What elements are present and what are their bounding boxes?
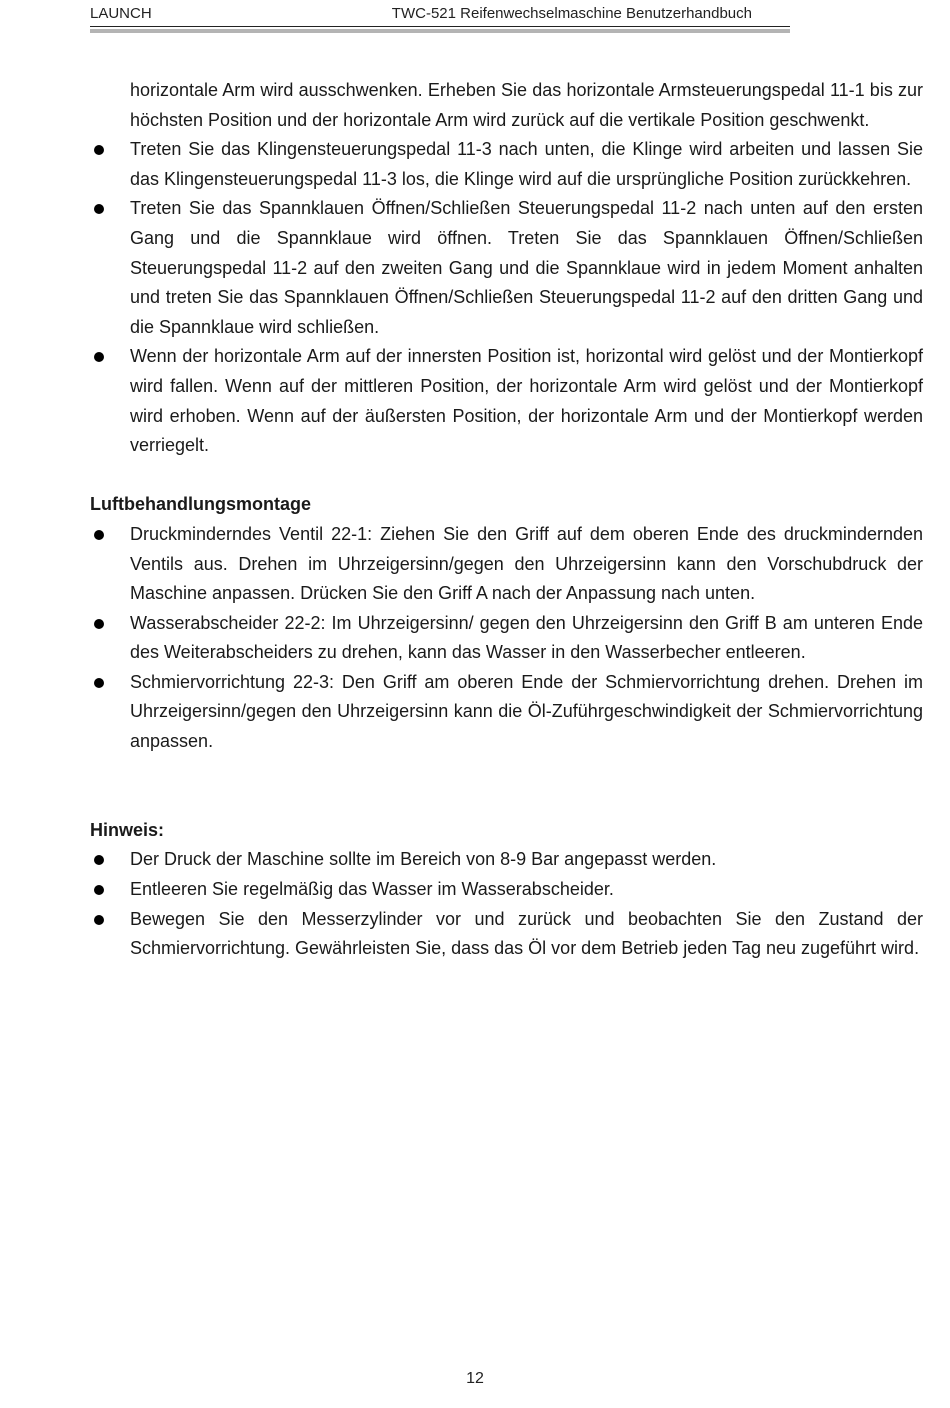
air-treatment-list	[90, 520, 923, 757]
list-item	[90, 609, 923, 668]
bullet-icon	[94, 204, 104, 214]
bullet-icon	[94, 619, 104, 629]
list-item-text: Treten Sie das Klingensteuerungspedal 11-3 nach unten, die Klinge wird arbeiten und lassen Sie das Klingensteuerungspedal 11-3 los, die Klinge wird auf die ursprüngliche Position zurückkehren.	[130, 139, 923, 189]
operation-list	[90, 135, 923, 461]
list-item-text: Wenn der horizontale Arm auf der innersten Position ist, horizontal wird gelöst und der Montierkopf wird fallen. Wenn auf der mittleren Position, der horizontale Arm wird gelöst und der Montierkopf wird erhoben. Wenn auf der äußersten Position, der horizontale Arm und der Montierkopf werden verriegelt.	[130, 346, 923, 456]
list-item-text: Der Druck der Maschine sollte im Bereich von 8-9 Bar angepasst werden.	[130, 849, 717, 870]
note-list	[90, 845, 923, 963]
bullet-icon	[94, 145, 104, 155]
page-body	[90, 76, 923, 964]
list-item-text: Schmiervorrichtung 22-3: Den Griff am oberen Ende der Schmiervorrichtung drehen. Drehen im Uhrzeigersinn/gegen den Uhrzeigersinn kann die Öl-Zuführgeschwindigkeit der Schmiervorrichtung anpassen.	[130, 671, 923, 752]
header-shadow-rule	[90, 29, 790, 33]
list-item	[90, 135, 923, 194]
list-item	[90, 342, 923, 460]
section-heading-note: Hinweis:	[90, 819, 165, 840]
header-rule	[90, 26, 790, 27]
bullet-icon	[94, 915, 104, 925]
spacer	[90, 461, 923, 491]
list-item-text: Wasserabscheider 22-2: Im Uhrzeigersinn/ gegen den Uhrzeigersinn den Griff B am unteren Ende des Weiterabscheiders zu drehen, kann das Wasser in den Wasserbecher entleeren.	[130, 612, 923, 663]
page-number: 12	[466, 1370, 484, 1387]
list-item	[90, 845, 923, 875]
bullet-icon	[94, 530, 104, 540]
bullet-icon	[94, 855, 104, 865]
bullet-icon	[94, 678, 104, 688]
spacer	[90, 757, 923, 816]
list-item-text: Druckminderndes Ventil 22-1: Ziehen Sie den Griff auf dem oberen Ende des druckmindernden Ventils aus. Drehen im Uhrzeigersinn/gegen den Uhrzeigersinn kann den Vorschubdruck der Maschine anpassen. Drücken Sie den Griff A nach der Anpassung nach unten.	[130, 523, 923, 604]
bullet-icon	[94, 885, 104, 895]
section-heading-air-treatment: Luftbehandlungsmontage	[90, 494, 311, 515]
list-item	[90, 668, 923, 757]
list-item	[90, 194, 923, 342]
list-item-text: Treten Sie das Spannklauen Öffnen/Schließen Steuerungspedal 11-2 nach unten auf den ersten Gang und die Spannklaue wird öffnen. Treten Sie das Spannklauen Öffnen/Schließen Steuerungspedal 11-2 auf den zweiten Gang und die Spannklaue wird in jedem Moment anhalten und treten Sie das Spannklauen Öffnen/Schließen Steuerungspedal 11-2 auf den dritten Gang und die Spannklaue wird schließen.	[130, 198, 923, 337]
list-item	[90, 520, 923, 609]
page-header	[90, 0, 790, 36]
list-item	[90, 905, 923, 964]
bullet-icon	[94, 352, 104, 362]
list-item-text: Entleeren Sie regelmäßig das Wasser im Wasserabscheider.	[130, 879, 614, 900]
list-item	[90, 875, 923, 905]
continuation-paragraph: horizontale Arm wird ausschwenken. Erheben Sie das horizontale Armsteuerungspedal 11-1 bis zur höchsten Position und der horizontale Arm wird zurück auf die vertikale Position geschwenkt.	[130, 80, 923, 130]
header-document-title: TWC-521 Reifenwechselmaschine Benutzerhandbuch	[391, 5, 752, 22]
header-brand: LAUNCH	[90, 5, 152, 22]
list-item-text: Bewegen Sie den Messerzylinder vor und zurück und beobachten Sie den Zustand der Schmiervorrichtung. Gewährleisten Sie, dass das Öl vor dem Betrieb jeden Tag neu zugeführt wird.	[130, 908, 923, 959]
